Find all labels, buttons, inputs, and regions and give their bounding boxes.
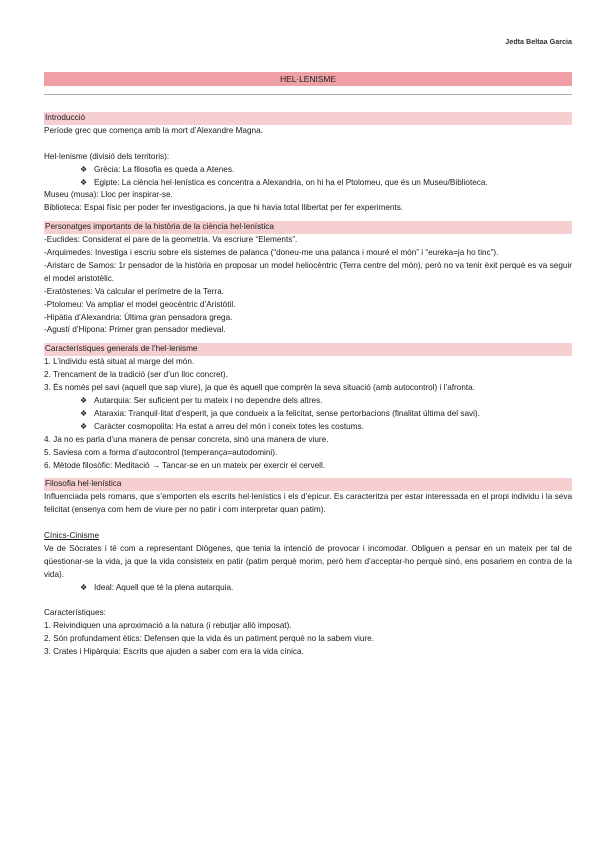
list-item: 3. Crates i Hipàrquia: Escrits que ajuden a saber com era la vida cínica. [44, 647, 304, 657]
list-item: 4. Ja no es parla d’una manera de pensar concreta, sinó una manera de viure. [44, 434, 329, 444]
diamond-bullet-icon: ❖ [80, 396, 88, 406]
list-item: -Arquimedes: Investiga i escriu sobre els sistemes de palanca (“doneu-me una palanca i mouré el món” i “eureka=ja ho tinc”). [44, 248, 499, 258]
section-heading-introduccio: Introducció [44, 112, 572, 125]
list-item: 1. Reivindiquen una aproximació a la natura (i rebutjar allò imposat). [44, 621, 292, 631]
list-item: -Aristarc de Samos: 1r pensador de la història en proposar un model heliocèntric (Terra centre del món), però no va tenir èxit perquè es va seguir el model aristotèlic. [44, 260, 572, 283]
filosofia-text: Influenciada pels romans, que s’emporten els escrits hel·lenístics i els d’epicur. Es caracteritza per estar interessada en el propi individu i la seva felicitat (ensenya com hem de viure per no patir i com interpretar quan patim). [44, 492, 572, 515]
section-heading-filosofia: Filosofia hel·lenística [44, 478, 572, 491]
caracteristiques-label: Característiques: [44, 608, 106, 618]
diamond-bullet-icon: ❖ [80, 164, 88, 174]
division-label: Hel·lenisme (divisió dels territoris): [44, 151, 170, 161]
list-item: 1. L’individu està situat al marge del món. [44, 357, 195, 367]
diamond-bullet-icon: ❖ [80, 421, 88, 431]
list-item: 2. Trencament de la tradició (ser d’un lloc concret). [44, 370, 228, 380]
author-name: Jedta Beltaa Garcia [505, 37, 572, 46]
list-item: 2. Són profundament ètics: Defensen que la vida és un patiment perquè no la sabem viure. [44, 634, 374, 644]
list-item: 5. Saviesa com a forma d’autocontrol (temperança=autodomini). [44, 447, 278, 457]
subheading-cinics: Cínics-Cinisme [44, 531, 100, 541]
document-body [44, 112, 572, 659]
list-item: -Eratòstenes: Va calcular el perímetre de la Terra. [44, 286, 224, 296]
document-title: HEL·LENISME [44, 72, 572, 86]
list-item: -Euclides: Considerat el pare de la geometria. Va escriure “Elements”. [44, 235, 298, 245]
bullet-item: ❖ Ataraxia: Tranquil·litat d’esperit, ja que condueix a la felicitat, sense pertorbacions (finalitat última del savi). [44, 408, 572, 421]
museu-text: Museu (musa): Lloc per inspirar-se. [44, 190, 173, 200]
list-item: -Ptolomeu: Va ampliar el model geocèntric d’Aristòtil. [44, 299, 236, 309]
list-item: 3. És només pel savi (aquell que sap viure), ja que és aquell que comprèn la seva situació (amb autocontrol) i l’afronta. [44, 383, 475, 393]
diamond-bullet-icon: ❖ [80, 408, 88, 418]
section-heading-personatges: Personatges importants de la història de la ciència hel·lenística [44, 221, 572, 234]
diamond-bullet-icon: ❖ [80, 177, 88, 187]
title-divider [44, 94, 572, 95]
bullet-item: ❖ Egipte: La ciència hel·lenística es concentra a Alexandria, on hi ha el Ptolomeu, que és un Museu/Biblioteca. [44, 177, 572, 190]
diamond-bullet-icon: ❖ [80, 582, 88, 592]
bullet-item: ❖ Grècia: La filosofia es queda a Atenes. [44, 164, 572, 177]
bullet-item: ❖ Ideal: Aquell que té la plena autarquia. [44, 582, 572, 595]
biblioteca-text: Biblioteca: Espai físic per poder fer investigacions, ja que hi havia total llibertat per fer experiments. [44, 203, 404, 213]
intro-text: Període grec que comença amb la mort d’Alexandre Magna. [44, 125, 263, 135]
list-item: -Hipàtia d’Alexandria: Última gran pensadora grega. [44, 312, 233, 322]
cinics-text: Ve de Sòcrates i té com a representant Diògenes, que tenia la intenció de provocar i incomodar. Obliguen a pensar en un mateix per tal de qüestionar-se la vida, ja que la vida consisteix en patir (patim perquè morim, però hem d’acceptar-ho perquè sinó, ens posariem en contra de la vida). [44, 543, 572, 579]
list-item: -Agustí d’Hipona: Primer gran pensador medieval. [44, 325, 226, 335]
bullet-item: ❖ Caràcter cosmopolita: Ha estat a arreu del món i coneix totes les costums. [44, 421, 572, 434]
section-heading-caracteristiques: Característiques generals de l’hel·lenisme [44, 343, 572, 356]
list-item: 6. Mètode filosòfic: Meditació → Tancar-se en un mateix per exercir el cervell. [44, 460, 326, 470]
bullet-item: ❖ Autarquia: Ser suficient per tu mateix i no dependre dels altres. [44, 395, 572, 408]
